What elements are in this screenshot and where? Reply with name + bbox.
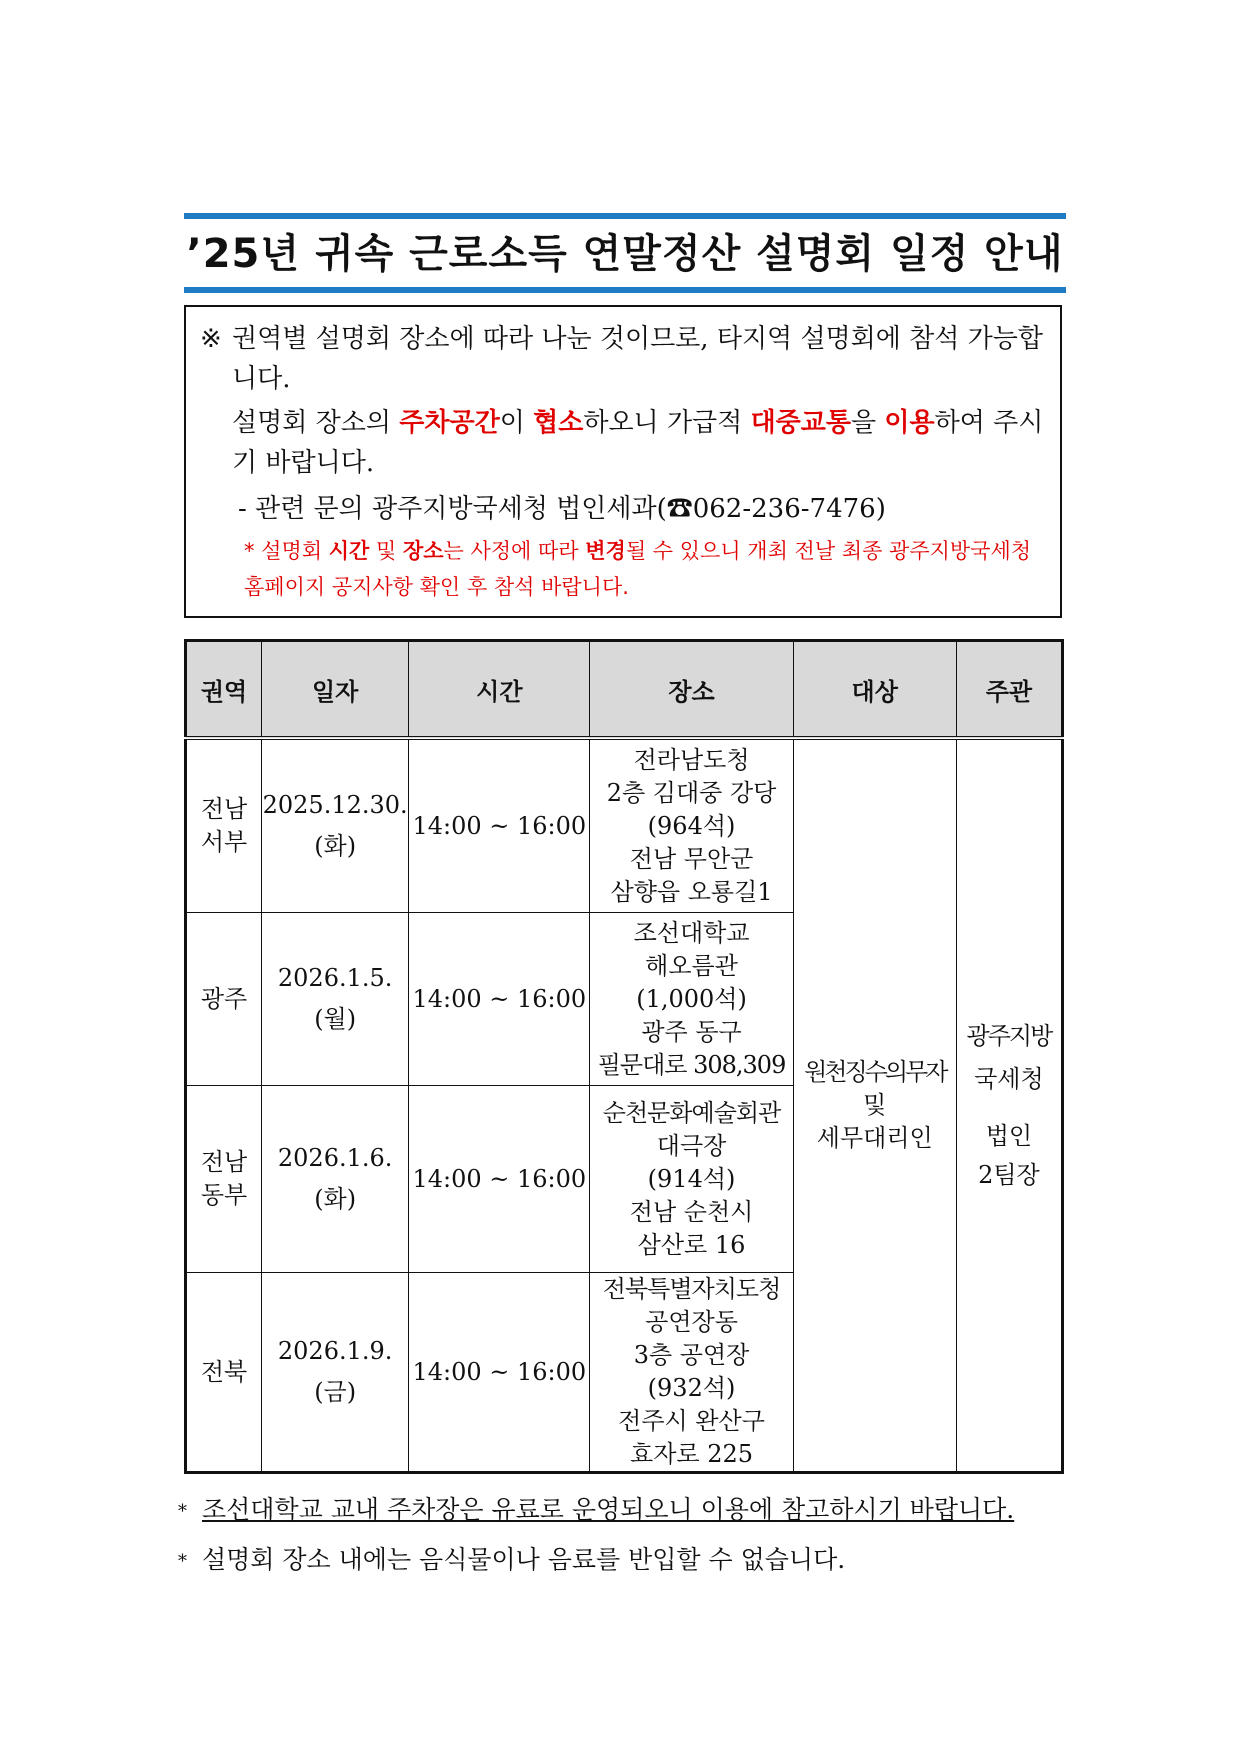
notice-line-1	[200, 319, 1046, 399]
region-line: 동부	[200, 1181, 248, 1209]
contact-line: - 관련 문의 광주지방국세청 법인세과(☎062-236-7476)	[238, 494, 886, 524]
date-value: 2026.1.6.	[277, 1144, 393, 1172]
target-line: 세무대리인	[816, 1124, 933, 1152]
cell-region	[186, 1086, 262, 1273]
table-header-row	[186, 641, 1063, 739]
table-row	[186, 738, 1063, 913]
header-time: 시간	[409, 641, 590, 739]
place-line: 필문대로 308,309	[597, 1050, 786, 1079]
small-text-a: 설명회	[254, 539, 329, 563]
page-title: ’25년 귀속 근로소득 연말정산 설명회 일정 안내	[186, 231, 1064, 277]
region-line: 전남	[200, 1148, 248, 1176]
place-line: 해오름관	[645, 951, 738, 980]
title-bottom-rule	[184, 287, 1066, 293]
small-text-c: 는 사정에 따라	[443, 539, 586, 563]
weekday-value: (월)	[314, 1005, 357, 1033]
cell-target	[793, 738, 956, 1473]
place-line: 전북특별자치도청	[602, 1275, 781, 1303]
place-line: 전남 순천시	[629, 1197, 754, 1226]
place-line: 순천문화예술회관	[602, 1098, 781, 1127]
cell-date	[262, 738, 409, 913]
title-banner	[184, 213, 1066, 293]
notice-text-2e: 하여 주시기 바랍니다.	[232, 408, 1044, 478]
footnote-star-icon: *	[178, 1501, 187, 1522]
date-value: 2025.12.30.	[262, 791, 408, 819]
target-line: 및	[863, 1091, 887, 1119]
target-line: 원천징수의무자	[804, 1058, 946, 1086]
place-line: 조선대학교	[633, 918, 750, 947]
small-emph-change: 변경	[585, 539, 626, 563]
header-region: 권역	[186, 641, 262, 739]
place-line: (932석)	[647, 1374, 736, 1402]
host-line: 국세청	[974, 1064, 1044, 1093]
date-value: 2026.1.5.	[277, 964, 393, 992]
region-line: 서부	[200, 828, 248, 856]
place-line: 2층 김대중 강당	[606, 778, 777, 807]
cell-time: 14:00 ~ 16:00	[409, 1273, 590, 1473]
place-line: 공연장동	[645, 1308, 738, 1336]
cell-time: 14:00 ~ 16:00	[409, 913, 590, 1086]
cell-place	[590, 1273, 793, 1473]
footnote-text: 설명회 장소 내에는 음식물이나 음료를 반입할 수 없습니다.	[202, 1545, 846, 1574]
notice-text-2d: 을	[851, 408, 885, 438]
cell-time: 14:00 ~ 16:00	[409, 1086, 590, 1273]
notice-emph-transit: 대중교통	[750, 408, 852, 438]
place-line: (1,000석)	[636, 984, 747, 1013]
cell-region	[186, 738, 262, 913]
cell-place	[590, 738, 793, 913]
notice-emph-use: 이용	[884, 408, 935, 438]
cell-region	[186, 1273, 262, 1473]
weekday-value: (화)	[314, 832, 357, 860]
small-emph-place: 장소	[402, 539, 444, 563]
header-place: 장소	[590, 641, 793, 739]
place-line: 효자로 225	[630, 1440, 754, 1468]
place-line: 3층 공연장	[633, 1341, 750, 1369]
cell-place	[590, 913, 793, 1086]
notice-text-2b: 이	[499, 408, 534, 438]
region-line: 전남	[200, 795, 248, 823]
notice-box	[184, 305, 1062, 618]
header-target: 대상	[793, 641, 956, 739]
place-line: 전남 무안군	[629, 844, 754, 873]
region-line: 광주	[200, 984, 248, 1013]
cell-time: 14:00 ~ 16:00	[409, 738, 590, 913]
place-line: 전주시 완산구	[618, 1407, 765, 1435]
small-emph-time: 시간	[328, 539, 370, 563]
place-line: (964석)	[647, 811, 736, 840]
footnote-food	[178, 1540, 1068, 1576]
weekday-value: (금)	[314, 1378, 357, 1406]
host-spacer	[957, 1096, 1061, 1120]
cell-date	[262, 1086, 409, 1273]
notice-text-2a: 설명회 장소의	[232, 408, 400, 438]
host-line: 2팀장	[978, 1160, 1040, 1189]
schedule-table	[184, 639, 1064, 1474]
place-line: 대극장	[656, 1131, 727, 1160]
header-date: 일자	[262, 641, 409, 739]
cell-place	[590, 1086, 793, 1273]
notice-small-line	[200, 533, 1046, 605]
place-line: (914석)	[647, 1164, 736, 1193]
footnote-text: 조선대학교 교내 주차장은 유료로 운영되오니 이용에 참고하시기 바랍니다.	[202, 1495, 1015, 1524]
host-line: 법인	[985, 1121, 1033, 1150]
notice-line-2	[200, 403, 1046, 483]
weekday-value: (화)	[314, 1185, 357, 1213]
region-line: 전북	[200, 1357, 248, 1386]
date-value: 2026.1.9.	[277, 1337, 393, 1365]
place-line: 광주 동구	[641, 1017, 742, 1046]
place-line: 삼향읍 오룡길1	[610, 877, 773, 906]
cell-host	[956, 738, 1062, 1473]
notice-emph-narrow: 협소	[533, 408, 584, 438]
header-host: 주관	[956, 641, 1062, 739]
cell-date	[262, 913, 409, 1086]
reference-mark-icon: ※	[200, 324, 222, 354]
small-star-icon: *	[244, 539, 255, 563]
notice-text-1: 권역별 설명회 장소에 따라 나눈 것이므로, 타지역 설명회에 참석 가능합니다.	[232, 324, 1044, 394]
footnote-star-icon: *	[178, 1551, 187, 1572]
cell-region	[186, 913, 262, 1086]
cell-date	[262, 1273, 409, 1473]
notice-emph-parking: 주차공간	[399, 408, 500, 438]
place-line: 삼산로 16	[637, 1230, 746, 1259]
notice-text-2c: 하오니 가급적	[583, 408, 751, 438]
host-line: 광주지방	[966, 1021, 1052, 1050]
place-line: 전라남도청	[633, 745, 750, 774]
small-text-d: 될 수 있으니 개최 전날 최종 광주지방국세청 홈페이지 공지사항 확인 후 참석 바랍니다.	[244, 539, 1032, 599]
small-text-b: 및	[369, 539, 403, 563]
footnote-parking	[178, 1490, 1068, 1526]
